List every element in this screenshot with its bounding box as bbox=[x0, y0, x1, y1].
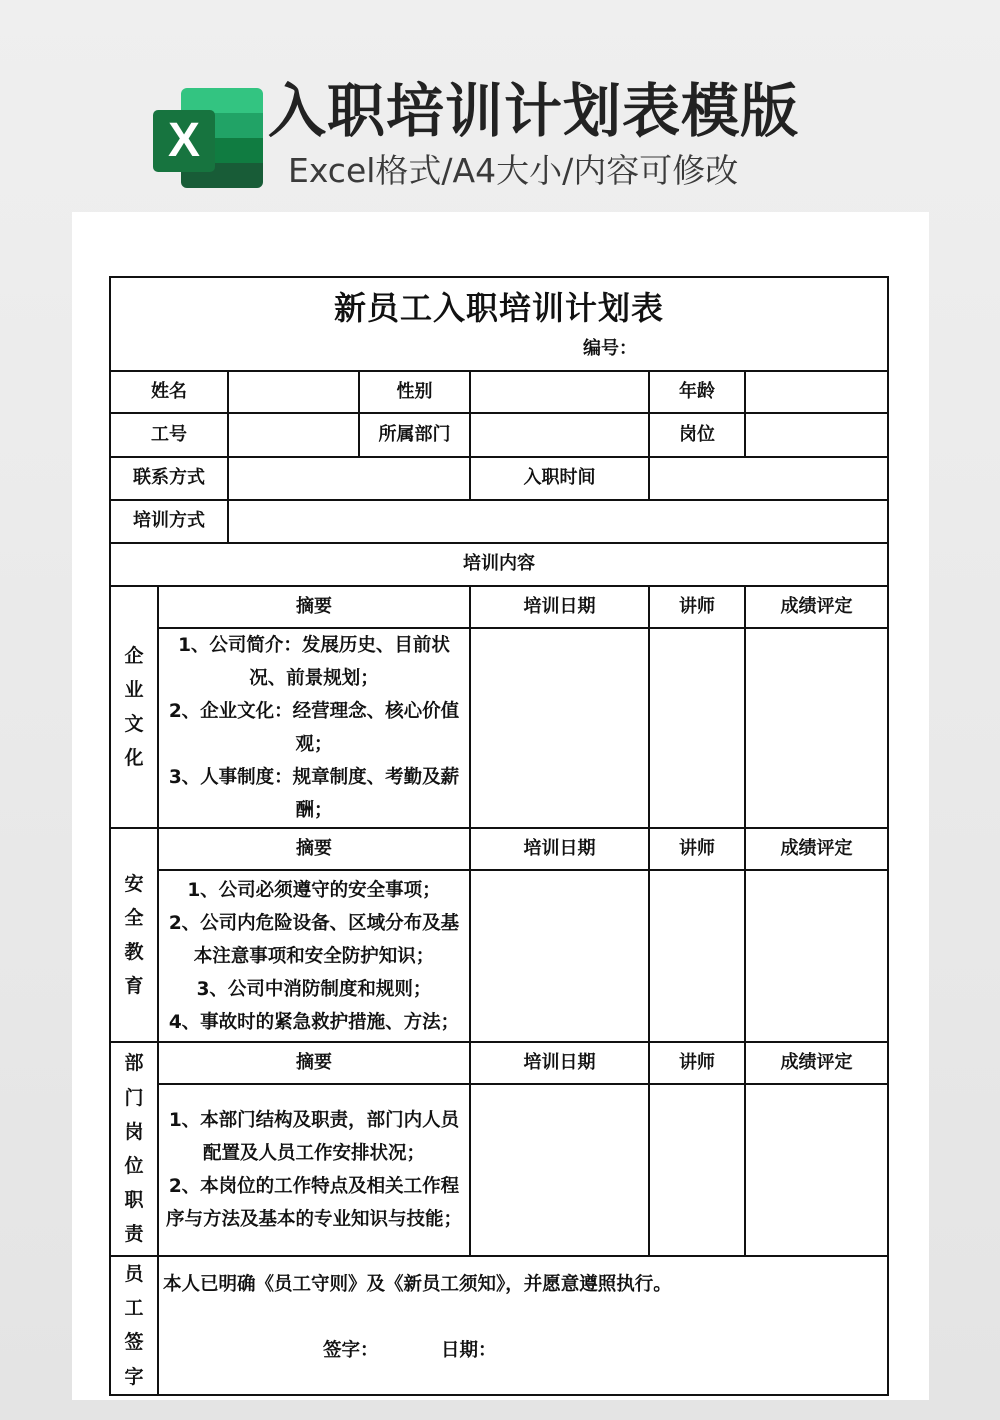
culture-date-field[interactable] bbox=[470, 628, 649, 828]
join-date-label: 入职时间 bbox=[470, 457, 649, 500]
excel-badge: X bbox=[153, 110, 215, 172]
date-header: 培训日期 bbox=[470, 1042, 649, 1084]
safety-content: 1、公司必须遵守的安全事项； 2、公司内危险设备、区域分布及基本注意事项和安全防护知识； 3、公司中消防制度和规则； 4、事故时的紧急救护措施、方法； bbox=[158, 870, 470, 1042]
document-page bbox=[72, 212, 929, 1400]
contact-label: 联系方式 bbox=[110, 457, 228, 500]
template-subtitle: Excel格式/A4大小/内容可修改 bbox=[288, 151, 739, 190]
name-label: 姓名 bbox=[110, 371, 228, 413]
lecturer-header: 讲师 bbox=[649, 586, 745, 628]
grade-header: 成绩评定 bbox=[745, 586, 888, 628]
signature-statement: 本人已明确《员工守则》及《新员工须知》，并愿意遵照执行。 bbox=[163, 1274, 672, 1295]
safety-date-field[interactable] bbox=[470, 870, 649, 1042]
lecturer-header: 讲师 bbox=[649, 828, 745, 870]
signature-cell[interactable] bbox=[158, 1256, 888, 1395]
template-title: 入职培训计划表模版 bbox=[268, 77, 800, 145]
form-number-label: 编号： bbox=[583, 338, 637, 359]
excel-logo-icon bbox=[153, 88, 263, 188]
duties-lecturer-field[interactable] bbox=[649, 1084, 745, 1256]
date-header: 培训日期 bbox=[470, 828, 649, 870]
gender-label: 性别 bbox=[359, 371, 470, 413]
age-label: 年龄 bbox=[649, 371, 745, 413]
training-method-field[interactable] bbox=[228, 500, 888, 543]
section-label-safety: 安 全 教 育 bbox=[110, 828, 158, 1042]
gender-field[interactable] bbox=[470, 371, 649, 413]
date-header: 培训日期 bbox=[470, 586, 649, 628]
employee-id-label: 工号 bbox=[110, 413, 228, 457]
summary-header: 摘要 bbox=[158, 1042, 470, 1084]
duties-grade-field[interactable] bbox=[745, 1084, 888, 1256]
age-field[interactable] bbox=[745, 371, 888, 413]
form-title: 新员工入职培训计划表 bbox=[333, 289, 664, 327]
duties-content: 1、本部门结构及职责，部门内人员配置及人员工作安排状况； 2、本岗位的工作特点及相关工作程序与方法及基本的专业知识与技能； bbox=[158, 1084, 470, 1256]
grade-header: 成绩评定 bbox=[745, 828, 888, 870]
template-header bbox=[0, 0, 1000, 210]
signature-date-label: 日期： bbox=[441, 1340, 497, 1361]
section-label-culture: 企 业 文 化 bbox=[110, 586, 158, 828]
department-label: 所属部门 bbox=[359, 413, 470, 457]
safety-grade-field[interactable] bbox=[745, 870, 888, 1042]
culture-content: 1、公司简介：发展历史、目前状况、前景规划； 2、企业文化：经营理念、核心价值观； 3、人事制度：规章制度、考勤及薪酬； bbox=[158, 628, 470, 828]
section-label-signature: 员 工 签 字 bbox=[110, 1256, 158, 1395]
join-date-field[interactable] bbox=[649, 457, 888, 500]
employee-id-field[interactable] bbox=[228, 413, 359, 457]
name-field[interactable] bbox=[228, 371, 359, 413]
lecturer-header: 讲师 bbox=[649, 1042, 745, 1084]
culture-grade-field[interactable] bbox=[745, 628, 888, 828]
summary-header: 摘要 bbox=[158, 828, 470, 870]
form-title-cell bbox=[110, 277, 888, 371]
training-plan-form bbox=[109, 276, 889, 1396]
grade-header: 成绩评定 bbox=[745, 1042, 888, 1084]
training-content-header: 培训内容 bbox=[110, 543, 888, 586]
position-label: 岗位 bbox=[649, 413, 745, 457]
summary-header: 摘要 bbox=[158, 586, 470, 628]
signature-label: 签字： bbox=[323, 1340, 379, 1361]
department-field[interactable] bbox=[470, 413, 649, 457]
contact-field[interactable] bbox=[228, 457, 470, 500]
culture-lecturer-field[interactable] bbox=[649, 628, 745, 828]
duties-date-field[interactable] bbox=[470, 1084, 649, 1256]
position-field[interactable] bbox=[745, 413, 888, 457]
safety-lecturer-field[interactable] bbox=[649, 870, 745, 1042]
section-label-duties: 部 门 岗 位 职 责 bbox=[110, 1042, 158, 1256]
training-method-label: 培训方式 bbox=[110, 500, 228, 543]
